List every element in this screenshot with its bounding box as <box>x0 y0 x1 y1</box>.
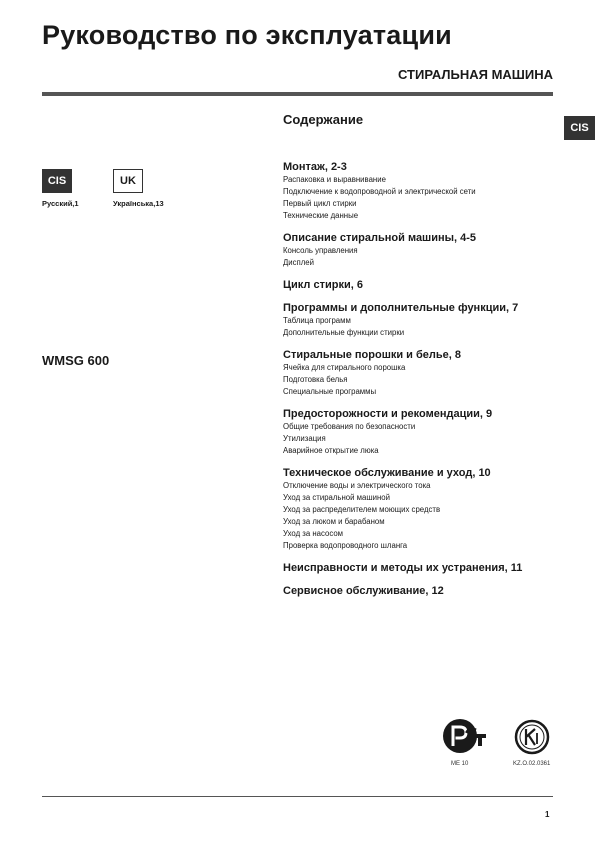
toc-section <box>283 466 553 552</box>
toc-section-title: Неисправности и методы их устранения, 11 <box>283 562 523 574</box>
toc-item: Аварийное открытие люка <box>283 446 379 455</box>
language-side-tab: CIS <box>564 116 595 140</box>
toc-section-title: Программы и дополнительные функции, 7 <box>283 302 519 314</box>
toc-item: Отключение воды и электрического тока <box>283 481 431 490</box>
toc-section <box>283 348 553 398</box>
language-label-russian: Русский,1 <box>42 199 79 208</box>
language-badge-uk: UK <box>113 169 143 193</box>
model-number: WMSG 600 <box>42 353 110 368</box>
kazakhstan-certification-icon <box>513 719 551 755</box>
toc-section-title: Цикл стирки, 6 <box>283 279 363 291</box>
toc-item: Подключение к водопроводной и электрической сети <box>283 187 476 196</box>
toc-item: Технические данные <box>283 211 359 220</box>
language-label-ukrainian: Українська,13 <box>113 199 164 208</box>
toc-item: Уход за насосом <box>283 529 344 538</box>
toc-item: Уход за распределителем моющих средств <box>283 505 441 514</box>
toc-section-title: Описание стиральной машины, 4-5 <box>283 232 477 244</box>
toc-item: Уход за стиральной машиной <box>283 493 390 502</box>
toc-section <box>283 407 553 457</box>
toc-item: Специальные программы <box>283 387 377 396</box>
toc-item: Ячейка для стирального порошка <box>283 363 406 372</box>
toc-item: Распаковка и выравнивание <box>283 175 386 184</box>
rst-certification-caption: ME 10 <box>451 761 469 767</box>
table-of-contents <box>283 160 553 607</box>
toc-item: Проверка водопроводного шланга <box>283 541 408 550</box>
rst-certification-mark <box>442 717 492 767</box>
toc-section-title: Монтаж, 2-3 <box>283 161 347 173</box>
kazakhstan-certification-mark <box>513 719 557 767</box>
toc-section-title: Техническое обслуживание и уход, 10 <box>283 467 491 479</box>
header-divider <box>42 92 553 96</box>
toc-heading: Содержание <box>283 112 364 127</box>
toc-section <box>283 301 553 339</box>
toc-section <box>283 231 553 269</box>
kazakhstan-certification-caption: KZ.O.02.0361 <box>513 761 551 767</box>
toc-item: Общие требования по безопасности <box>283 422 416 431</box>
toc-section <box>283 278 553 292</box>
page-number: 1 <box>545 810 550 819</box>
toc-item: Подготовка белья <box>283 375 348 384</box>
language-badge-cis: CIS <box>42 169 72 193</box>
toc-section <box>283 584 553 598</box>
toc-item: Консоль управления <box>283 246 358 255</box>
toc-item: Утилизация <box>283 434 326 443</box>
toc-section-title: Сервисное обслуживание, 12 <box>283 585 444 597</box>
toc-section-title: Предосторожности и рекомендации, 9 <box>283 408 493 420</box>
product-type: СТИРАЛЬНАЯ МАШИНА <box>397 67 553 82</box>
toc-item: Уход за люком и барабаном <box>283 517 385 526</box>
rst-certification-icon <box>442 717 488 755</box>
toc-item: Дополнительные функции стирки <box>283 328 405 337</box>
toc-item: Дисплей <box>283 258 314 267</box>
toc-item: Таблица программ <box>283 316 351 325</box>
toc-section-title: Стиральные порошки и белье, 8 <box>283 349 462 361</box>
toc-item: Первый цикл стирки <box>283 199 357 208</box>
toc-section <box>283 561 553 575</box>
toc-section <box>283 160 553 222</box>
page-title: Руководство по эксплуатации <box>42 20 452 50</box>
footer-divider <box>42 796 553 797</box>
